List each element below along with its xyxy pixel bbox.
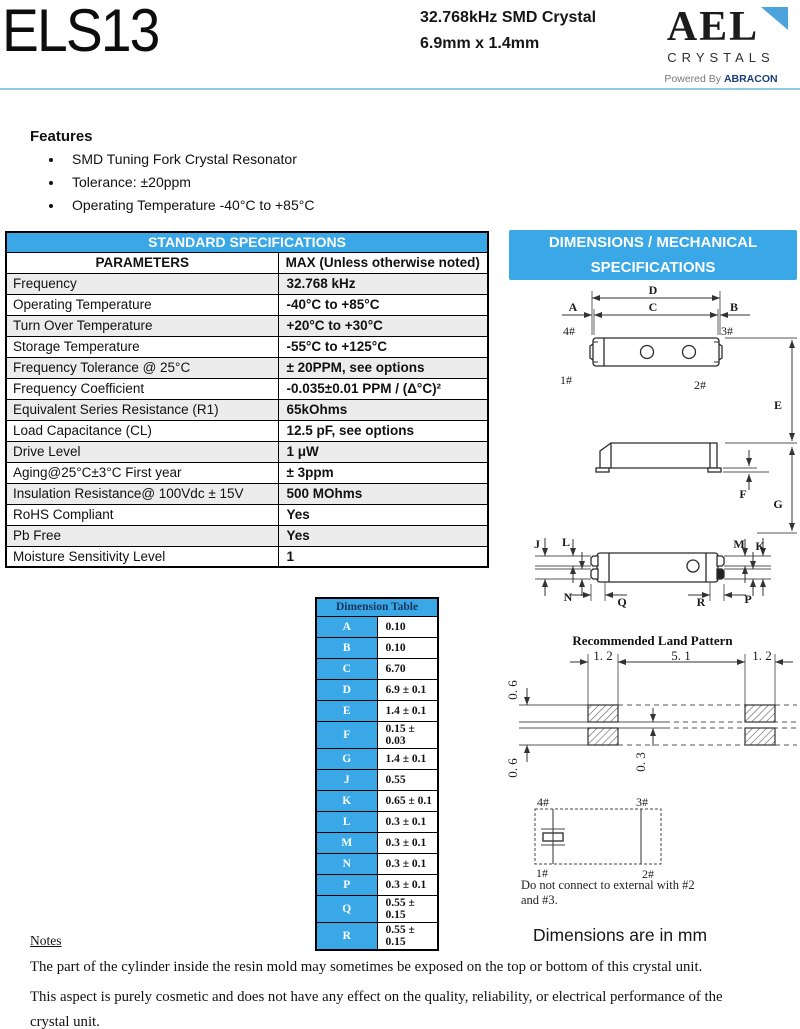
dim-label-c: C [648, 300, 658, 314]
ael-wordmark-icon [645, 3, 797, 47]
schematic-pin-4: 4# [537, 795, 549, 809]
dim-value: 6.70 [377, 658, 438, 679]
page-title: ELS13 [2, 0, 159, 64]
table-row [6, 546, 488, 567]
spec-col-max: MAX (Unless otherwise noted) [278, 252, 488, 273]
spec-param: Drive Level [6, 441, 278, 462]
spec-param: Frequency Tolerance @ 25°C [6, 357, 278, 378]
dim-letter: Q [316, 895, 377, 922]
land-dim-center: 5. 1 [671, 650, 691, 663]
table-row [6, 399, 488, 420]
table-row [316, 748, 438, 769]
dim-letter: F [316, 721, 377, 748]
land-pattern-drawing [505, 650, 800, 800]
feature-item: • Operating Temperature -40°C to +85°C [64, 197, 314, 213]
ael-crystals-logo [645, 3, 797, 85]
table-row [6, 357, 488, 378]
spec-param: Frequency [6, 273, 278, 294]
dimensions-panel-header [509, 230, 797, 280]
dim-value: 0.10 [377, 637, 438, 658]
dim-label-k: K [755, 539, 765, 553]
spec-param: RoHS Compliant [6, 504, 278, 525]
table-row [316, 922, 438, 950]
land-dim-left-pad: 1. 2 [593, 650, 613, 663]
dim-value: 0.55 ± 0.15 [377, 895, 438, 922]
table-row [316, 616, 438, 637]
spec-value: 500 MOhms [278, 483, 488, 504]
table-row [316, 853, 438, 874]
subtitle-line1: 32.768kHz SMD Crystal [420, 9, 597, 26]
table-row [316, 658, 438, 679]
schematic-pin-2: 2# [642, 867, 654, 881]
features-title: Features [30, 128, 93, 145]
dim-value: 0.55 ± 0.15 [377, 922, 438, 950]
dim-label-p: P [744, 592, 752, 606]
table-row [316, 790, 438, 811]
spec-value: 65kOhms [278, 399, 488, 420]
spec-value: Yes [278, 525, 488, 546]
dim-letter: D [316, 679, 377, 700]
table-row [6, 315, 488, 336]
table-row [6, 378, 488, 399]
spec-value: Yes [278, 504, 488, 525]
table-row [316, 832, 438, 853]
spec-col-parameters: PARAMETERS [6, 252, 278, 273]
spec-table-body [6, 273, 488, 567]
dim-value: 0.65 ± 0.1 [377, 790, 438, 811]
spec-value: 12.5 pF, see options [278, 420, 488, 441]
logo-sub: CRYSTALS [667, 50, 775, 65]
notes-paragraph-2: This aspect is purely cosmetic and does not have any effect on the quality, reliability, or electrical performance of the crystal unit. [30, 989, 723, 1029]
table-row [316, 637, 438, 658]
spec-param: Storage Temperature [6, 336, 278, 357]
dim-letter: E [316, 700, 377, 721]
dim-letter: K [316, 790, 377, 811]
table-row [6, 336, 488, 357]
table-row [316, 700, 438, 721]
dim-letter: N [316, 853, 377, 874]
dim-label-m: M [733, 537, 745, 551]
table-row [6, 525, 488, 546]
dim-label-b: B [729, 300, 739, 314]
spec-value: -0.035±0.01 PPM / (Δ°C)² [278, 378, 488, 399]
dim-value: 0.3 ± 0.1 [377, 811, 438, 832]
table-row [6, 294, 488, 315]
dim-value: 1.4 ± 0.1 [377, 700, 438, 721]
table-row [6, 483, 488, 504]
table-row [316, 811, 438, 832]
spec-value: +20°C to +30°C [278, 315, 488, 336]
features-section [30, 128, 314, 220]
dim-value: 0.3 ± 0.1 [377, 874, 438, 895]
dim-label-n: N [563, 590, 573, 604]
dim-value: 0.3 ± 0.1 [377, 853, 438, 874]
feature-item: • Tolerance: ±20ppm [64, 174, 314, 190]
dim-label-f: F [739, 487, 747, 501]
spec-value: 1 [278, 546, 488, 567]
spec-param: Frequency Coefficient [6, 378, 278, 399]
pin-label-4: 4# [563, 324, 575, 338]
dimension-table-title: Dimension Table [316, 598, 438, 616]
spec-value: ± 20PPM, see options [278, 357, 488, 378]
notes-paragraph-1: The part of the cylinder inside the resin mold may sometimes be exposed on the top or bottom of this crystal unit. [30, 959, 703, 975]
spec-param: Insulation Resistance@ 100Vdc ± 15V [6, 483, 278, 504]
dim-value: 1.4 ± 0.1 [377, 748, 438, 769]
dim-value: 0.10 [377, 616, 438, 637]
powered-by [645, 73, 797, 85]
spec-value: 32.768 kHz [278, 273, 488, 294]
dim-label-r: R [696, 595, 706, 609]
spec-value: ± 3ppm [278, 462, 488, 483]
notes-title: Notes [30, 933, 62, 948]
header-divider [0, 88, 800, 90]
schematic-pin-1: 1# [536, 866, 548, 880]
pin-label-1: 1# [560, 373, 572, 387]
dim-letter: B [316, 637, 377, 658]
table-row [316, 721, 438, 748]
pin-label-3: 3# [721, 324, 733, 338]
panel-title-line2: SPECIFICATIONS [590, 259, 716, 276]
dim-value: 0.3 ± 0.1 [377, 832, 438, 853]
spec-value: -55°C to +125°C [278, 336, 488, 357]
powered-brand: ABRACON [723, 73, 778, 85]
dim-letter: P [316, 874, 377, 895]
table-row [6, 441, 488, 462]
land-dim-inner-gap: 0. 3 [633, 752, 648, 772]
spec-param: Moisture Sensitivity Level [6, 546, 278, 567]
table-row [6, 420, 488, 441]
standard-specifications-table [5, 231, 489, 568]
logo-wordmark: AEL [666, 4, 760, 47]
schematic-note: Do not connect to external with #2 and #3. [521, 878, 695, 907]
pin-schematic-drawing [505, 795, 800, 885]
dim-value: 6.9 ± 0.1 [377, 679, 438, 700]
doc-subtitle [420, 5, 596, 57]
spec-param: Turn Over Temperature [6, 315, 278, 336]
spec-param: Pb Free [6, 525, 278, 546]
dim-letter: C [316, 658, 377, 679]
dim-label-a: A [568, 300, 578, 314]
dim-letter: M [316, 832, 377, 853]
table-row [316, 895, 438, 922]
panel-title-line1: DIMENSIONS / MECHANICAL [548, 234, 758, 251]
dim-value: 0.15 ± 0.03 [377, 721, 438, 748]
dim-label-q: Q [617, 595, 627, 609]
spec-param: Aging@25°C±3°C First year [6, 462, 278, 483]
dim-letter: G [316, 748, 377, 769]
table-row [316, 769, 438, 790]
table-row [6, 504, 488, 525]
spec-param: Equivalent Series Resistance (R1) [6, 399, 278, 420]
dim-label-e: E [773, 398, 783, 412]
feature-item: • SMD Tuning Fork Crystal Resonator [64, 151, 314, 167]
land-dim-right-pad: 1. 2 [752, 650, 772, 663]
schematic-pin-3: 3# [636, 795, 648, 809]
subtitle-line2: 6.9mm x 1.4mm [420, 35, 540, 52]
table-row [316, 874, 438, 895]
logo-triangle-icon [761, 7, 788, 30]
dimension-table [315, 597, 439, 951]
mechanical-views-drawing [505, 283, 800, 635]
dim-label-g: G [773, 497, 783, 511]
spec-value: 1 μW [278, 441, 488, 462]
dim-value: 0.55 [377, 769, 438, 790]
dim-label-l: L [561, 535, 571, 549]
table-row [6, 462, 488, 483]
powered-prefix: Powered By [664, 73, 722, 85]
spec-param: Operating Temperature [6, 294, 278, 315]
land-pattern-title: Recommended Land Pattern [572, 633, 733, 648]
dim-letter: L [316, 811, 377, 832]
features-list [30, 151, 314, 213]
spec-table-title: STANDARD SPECIFICATIONS [6, 232, 488, 252]
spec-value: -40°C to +85°C [278, 294, 488, 315]
dim-label-d: D [648, 283, 658, 297]
dim-letter: A [316, 616, 377, 637]
table-row [316, 679, 438, 700]
table-row [6, 273, 488, 294]
dim-label-j: J [534, 537, 540, 551]
spec-param: Load Capacitance (CL) [6, 420, 278, 441]
dim-letter: R [316, 922, 377, 950]
land-dim-bottom-offset: 0. 6 [505, 758, 520, 778]
units-note: Dimensions are in mm [533, 925, 708, 945]
pin-label-2: 2# [694, 378, 706, 392]
dim-letter: J [316, 769, 377, 790]
land-dim-top-offset: 0. 6 [505, 680, 520, 700]
dimension-table-body [316, 616, 438, 950]
